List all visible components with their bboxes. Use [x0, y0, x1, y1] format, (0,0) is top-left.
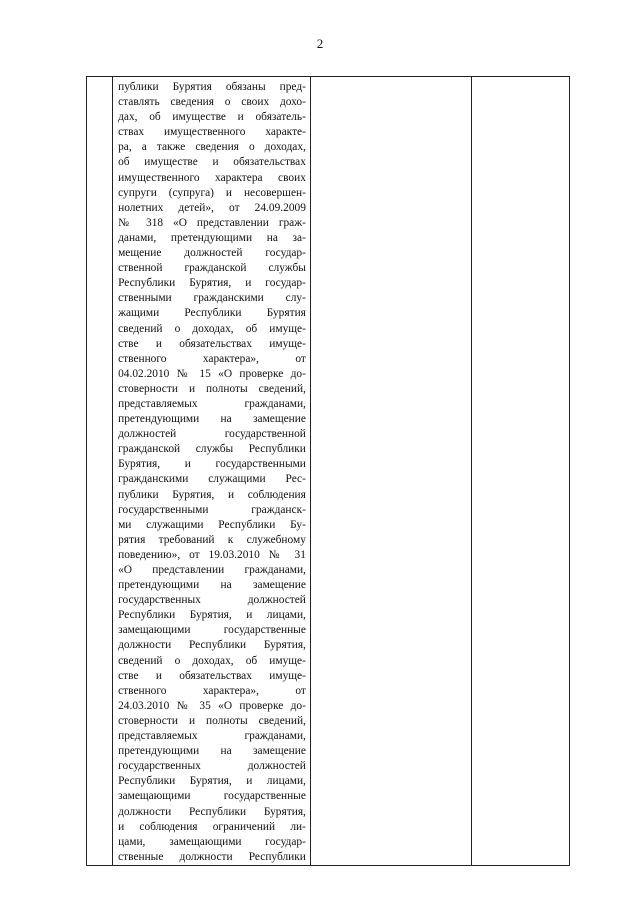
text-line: ственной гражданской службы [118, 262, 306, 275]
text-line: претендующими на замещение [118, 745, 306, 758]
text-line: Республики Бурятия, и государ- [118, 277, 306, 290]
text-line: замещающими государственные [118, 624, 306, 637]
text-line: ствах имущественного характе- [118, 126, 306, 139]
text-line: ставлять сведения о своих дохо- [118, 96, 306, 109]
text-line: 04.02.2010 № 15 «О проверке до- [118, 367, 306, 380]
text-line: рятия требований к служебному [118, 533, 306, 546]
text-line: об имуществе и обязательствах [118, 156, 306, 169]
text-line: нолетних детей», от 24.09.2009 [118, 201, 306, 214]
text-line: ственные должности Республики [118, 850, 306, 863]
text-line: цами, замещающими государ- [118, 835, 306, 848]
number-cell [87, 77, 113, 866]
text-cell [113, 77, 311, 866]
text-line: гражданскими служащими Рес- [118, 473, 306, 486]
text-line: мещение должностей государ- [118, 247, 306, 260]
text-line: должности Республики Бурятия, [118, 805, 306, 818]
text-line: № 318 «О представлении граж- [118, 216, 306, 229]
text-line: государственными гражданск- [118, 503, 306, 516]
text-line: 24.03.2010 № 35 «О проверке до- [118, 699, 306, 712]
text-cell-content [113, 77, 310, 865]
text-line: ственными гражданскими слу- [118, 292, 306, 305]
document-table [86, 76, 570, 866]
text-line: ственного характера», от [118, 352, 306, 365]
text-line: дах, об имуществе и обязатель- [118, 111, 306, 124]
text-line: Бурятия, и государственными [118, 458, 306, 471]
text-line: поведению», от 19.03.2010 № 31 [118, 548, 306, 561]
text-line: сведений о доходах, об имуще- [118, 322, 306, 335]
third-column-cell [310, 77, 471, 866]
text-line: стоверности и полноты сведений, [118, 382, 306, 395]
text-line: супруги (супруга) и несовершен- [118, 186, 306, 199]
text-line: и соблюдения ограничений ли- [118, 820, 306, 833]
text-line: стоверности и полноты сведений, [118, 714, 306, 727]
text-line: претендующими на замещение [118, 579, 306, 592]
text-line: ственного характера», от [118, 684, 306, 697]
table-row [87, 77, 570, 866]
text-line: ми служащими Республики Бу- [118, 518, 306, 531]
text-line: сведений о доходах, об имуще- [118, 654, 306, 667]
text-line: государственных должностей [118, 760, 306, 773]
text-line: Республики Бурятия, и лицами, [118, 609, 306, 622]
text-line: публики Бурятия, и соблюдения [118, 488, 306, 501]
text-line: замещающими государственные [118, 790, 306, 803]
text-line: публики Бурятия обязаны пред- [118, 81, 306, 93]
text-line: гражданской службы Республики [118, 443, 306, 456]
text-line: «О представлении гражданами, [118, 564, 306, 576]
fourth-column-cell [471, 77, 569, 866]
text-line: ра, а также сведения о доходах, [118, 141, 306, 154]
text-line: государственных должностей [118, 594, 306, 607]
text-line: стве и обязательствах имуще- [118, 669, 306, 682]
text-line: должностей государственной [118, 428, 306, 441]
text-line: представляемых гражданами, [118, 397, 306, 410]
text-line: представляемых гражданами, [118, 730, 306, 743]
text-line: должности Республики Бурятия, [118, 639, 306, 652]
text-line: Республики Бурятия, и лицами, [118, 775, 306, 788]
text-line: стве и обязательствах имуще- [118, 337, 306, 350]
text-line: претендующими на замещение [118, 413, 306, 426]
text-line: имущественного характера своих [118, 171, 306, 184]
text-line: данами, претендующими на за- [118, 231, 306, 244]
page-number: 2 [316, 36, 324, 51]
text-line: жащими Республики Бурятия [118, 307, 306, 320]
